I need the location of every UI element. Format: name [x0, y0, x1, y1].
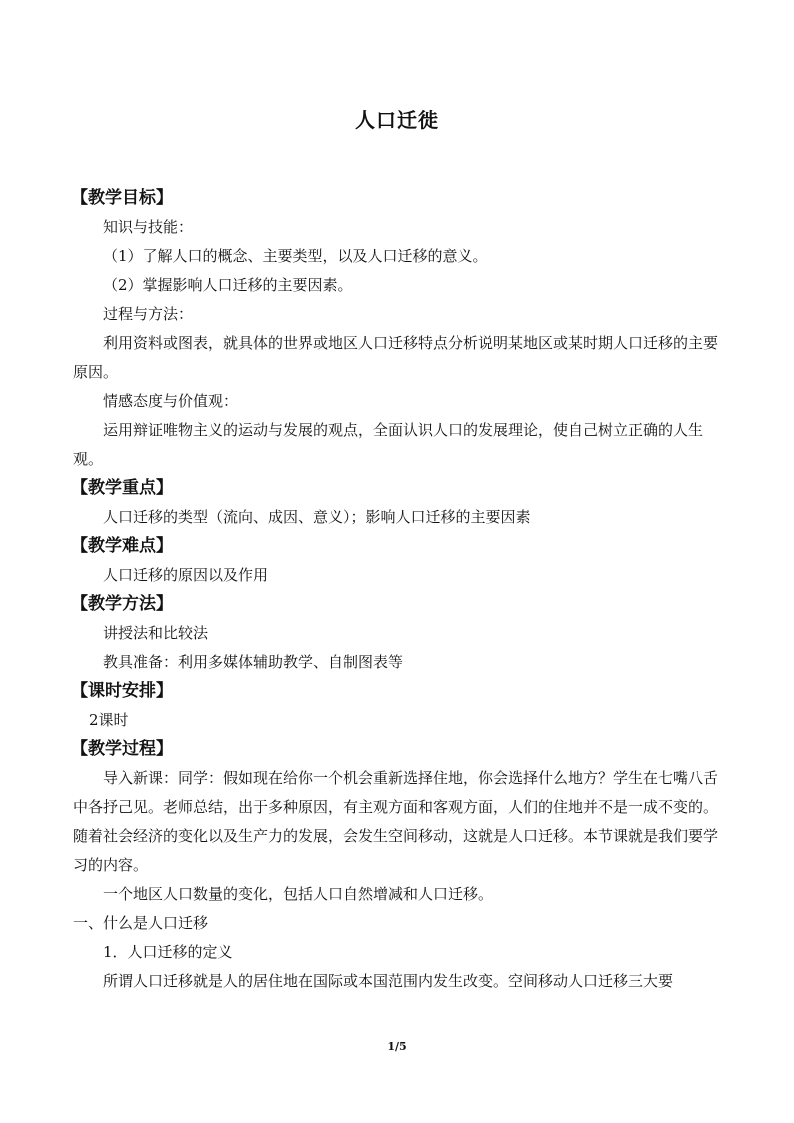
section-heading-methods: 【教学方法】: [71, 594, 173, 614]
process-label: 过程与方法：: [103, 305, 194, 323]
section-heading-process: 【教学过程】: [71, 739, 173, 759]
knowledge-item: （1）了解人口的概念、主要类型，以及人口迁移的意义。: [103, 247, 488, 265]
part-1-heading: 一、什么是人口迁移: [73, 914, 209, 932]
key-points-text: 人口迁移的类型（流向、成因、意义）；影响人口迁移的主要因素: [103, 508, 531, 526]
process-change: 一个地区人口数量的变化，包括人口自然增减和人口迁移。: [103, 885, 494, 903]
process-intro: 导入新课：同学：假如现在给你一个机会重新选择住地，你会选择什么地方？学生在七嘴八舌中各抒己见。老师总结，出于多种原因，有主观方面和客观方面，人们的住地并不是一成不变的。随着社会经济的变化以及生产力的发展，会发生空间移动，这就是人口迁移。本节课就是我们要学习的内容。: [73, 769, 719, 874]
emotion-label: 情感态度与价值观：: [103, 392, 239, 410]
methods-tools: 教具准备：利用多媒体辅助教学、自制图表等: [103, 653, 404, 671]
page-number: 1/5: [387, 1040, 407, 1053]
document-title: 人口迁徙: [355, 108, 439, 132]
section-heading-difficulties: 【教学难点】: [71, 536, 173, 556]
definition-text: 所谓人口迁移就是人的居住地在国际或本国范围内发生改变。空间移动人口迁移三大要: [103, 972, 674, 990]
knowledge-item: （2）掌握影响人口迁移的主要因素。: [103, 276, 353, 294]
section-heading-goals: 【教学目标】: [71, 188, 173, 208]
methods-text: 讲授法和比较法: [103, 624, 209, 642]
knowledge-label: 知识与技能：: [103, 218, 194, 236]
document-body: [73, 184, 721, 996]
sub-1-heading: 1．人口迁移的定义: [103, 943, 233, 961]
section-heading-schedule: 【课时安排】: [71, 681, 173, 701]
schedule-text: 2课时: [89, 711, 129, 729]
process-text: 利用资料或图表，就具体的世界或地区人口迁移特点分析说明某地区或某时期人口迁移的主要原因。: [73, 334, 719, 381]
difficulties-text: 人口迁移的原因以及作用: [103, 566, 269, 584]
section-heading-key-points: 【教学重点】: [71, 478, 173, 498]
emotion-text: 运用辩证唯物主义的运动与发展的观点，全面认识人口的发展理论，使自己树立正确的人生观。: [73, 421, 704, 468]
